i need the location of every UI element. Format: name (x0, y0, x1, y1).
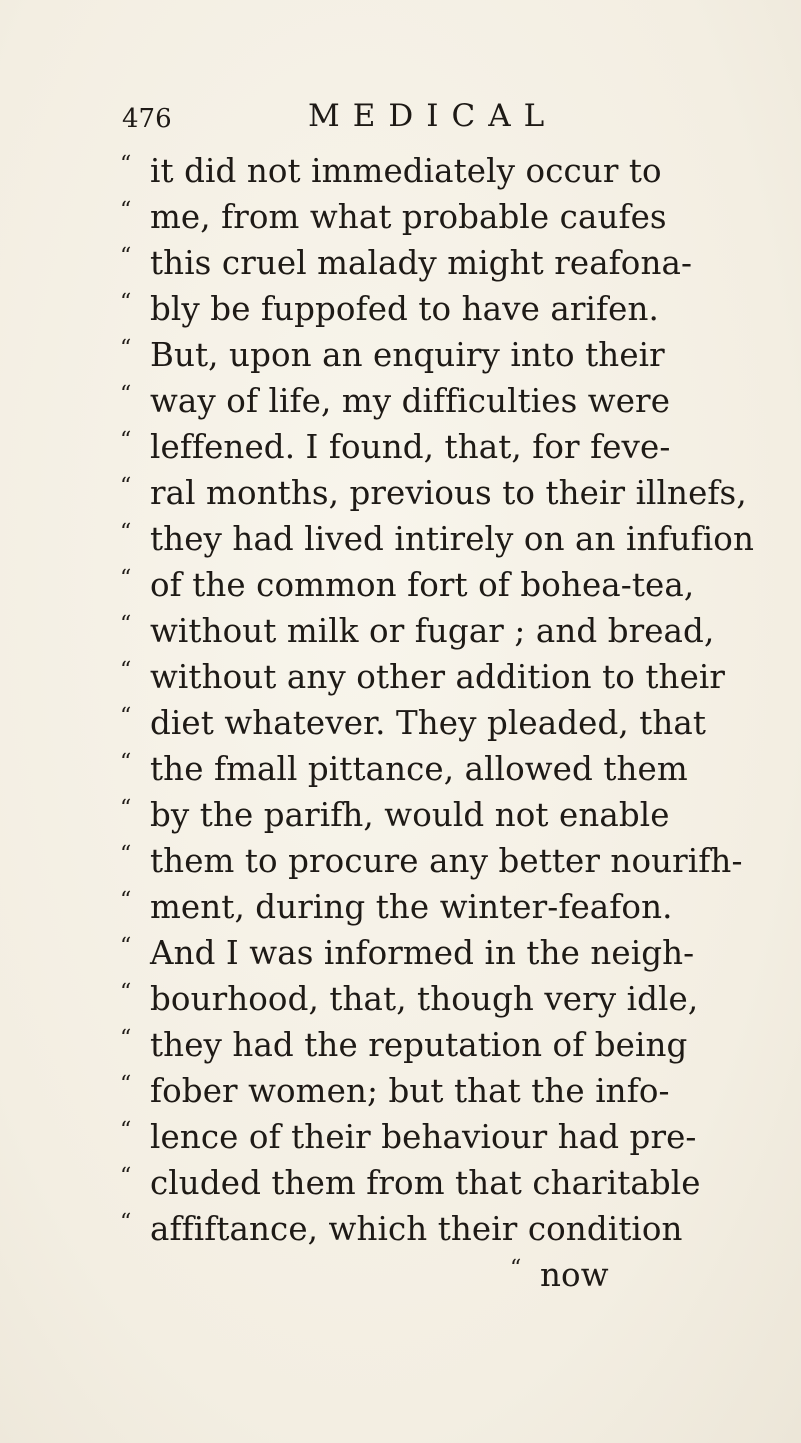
text-line (120, 194, 710, 240)
quote-mark: “ (120, 290, 132, 315)
quote-mark: “ (120, 152, 132, 177)
line-text: without milk or fugar ; and bread, (150, 612, 715, 650)
quote-mark: “ (120, 1072, 132, 1097)
text-line (120, 378, 710, 424)
quote-mark: “ (120, 244, 132, 269)
quote-mark: “ (120, 566, 132, 591)
line-text: bly be fuppofed to have arifen. (150, 290, 659, 328)
quote-mark: “ (120, 336, 132, 361)
line-text: But, upon an enquiry into their (150, 336, 665, 374)
line-text: diet whatever. They pleaded, that (150, 704, 707, 742)
line-text: ment, during the winter-feafon. (150, 888, 673, 926)
line-text: me, from what probable caufes (150, 198, 667, 236)
page-header (122, 98, 722, 138)
text-line (120, 654, 726, 700)
line-text: it did not immediately occur to (150, 152, 662, 190)
line-text: And I was informed in the neigh- (150, 934, 695, 972)
text-line (120, 240, 710, 286)
text-line (120, 470, 747, 516)
line-text: they had the reputation of being (150, 1026, 688, 1064)
quote-mark: “ (120, 704, 132, 729)
text-line (120, 608, 715, 654)
quote-mark: “ (120, 382, 132, 407)
quote-mark: “ (120, 888, 132, 913)
text-line (120, 976, 710, 1022)
text-line (120, 332, 710, 378)
line-text: without any other addition to their (150, 658, 726, 696)
text-line (120, 838, 743, 884)
line-text: by the parifh, would not enable (150, 796, 670, 834)
quote-mark: “ (120, 198, 132, 223)
text-line (120, 148, 710, 194)
quote-mark: “ (120, 842, 132, 867)
line-text: leffened. I found, that, for feve- (150, 428, 671, 466)
line-text: lence of their behaviour had pre- (150, 1118, 697, 1156)
text-line (120, 424, 710, 470)
text-line (120, 1160, 710, 1206)
text-line (120, 516, 754, 562)
body-text (120, 148, 754, 1298)
quote-mark: “ (120, 520, 132, 545)
quote-mark: “ (120, 934, 132, 959)
quote-mark: “ (120, 612, 132, 637)
line-text: ral months, previous to their illnefs, (150, 474, 747, 512)
quote-mark: “ (120, 474, 132, 499)
line-text: cluded them from that charitable (150, 1164, 701, 1202)
text-line (120, 700, 710, 746)
line-text: fober women; but that the info- (150, 1072, 670, 1110)
line-text: bourhood, that, though very idle, (150, 980, 699, 1018)
text-line (120, 1068, 710, 1114)
text-line (120, 792, 710, 838)
line-text: this cruel malady might reafona- (150, 244, 693, 282)
text-line (120, 286, 710, 332)
catchword-line (120, 1252, 710, 1298)
text-line (120, 1206, 710, 1252)
line-text: of the common fort of bohea-tea, (150, 566, 695, 604)
running-head: MEDICAL (308, 98, 558, 134)
quote-mark: “ (120, 1164, 132, 1189)
quote-mark: “ (120, 796, 132, 821)
quote-mark: “ (120, 658, 132, 683)
text-line (120, 746, 710, 792)
line-text: way of life, my difficulties were (150, 382, 671, 420)
quote-mark: “ (510, 1256, 522, 1281)
text-line (120, 562, 710, 608)
page-number: 476 (122, 104, 172, 134)
quote-mark: “ (120, 1118, 132, 1143)
text-line (120, 930, 710, 976)
line-text: affiftance, which their condition (150, 1210, 683, 1248)
text-line (120, 884, 710, 930)
text-line (120, 1022, 710, 1068)
quote-mark: “ (120, 1210, 132, 1235)
line-text: they had lived intirely on an infufion (150, 520, 754, 558)
catchword: now (540, 1256, 609, 1294)
line-text: them to procure any better nourifh- (150, 842, 743, 880)
line-text: the fmall pittance, allowed them (150, 750, 688, 788)
quote-mark: “ (120, 750, 132, 775)
quote-mark: “ (120, 1026, 132, 1051)
quote-mark: “ (120, 980, 132, 1005)
quote-mark: “ (120, 428, 132, 453)
text-line (120, 1114, 710, 1160)
